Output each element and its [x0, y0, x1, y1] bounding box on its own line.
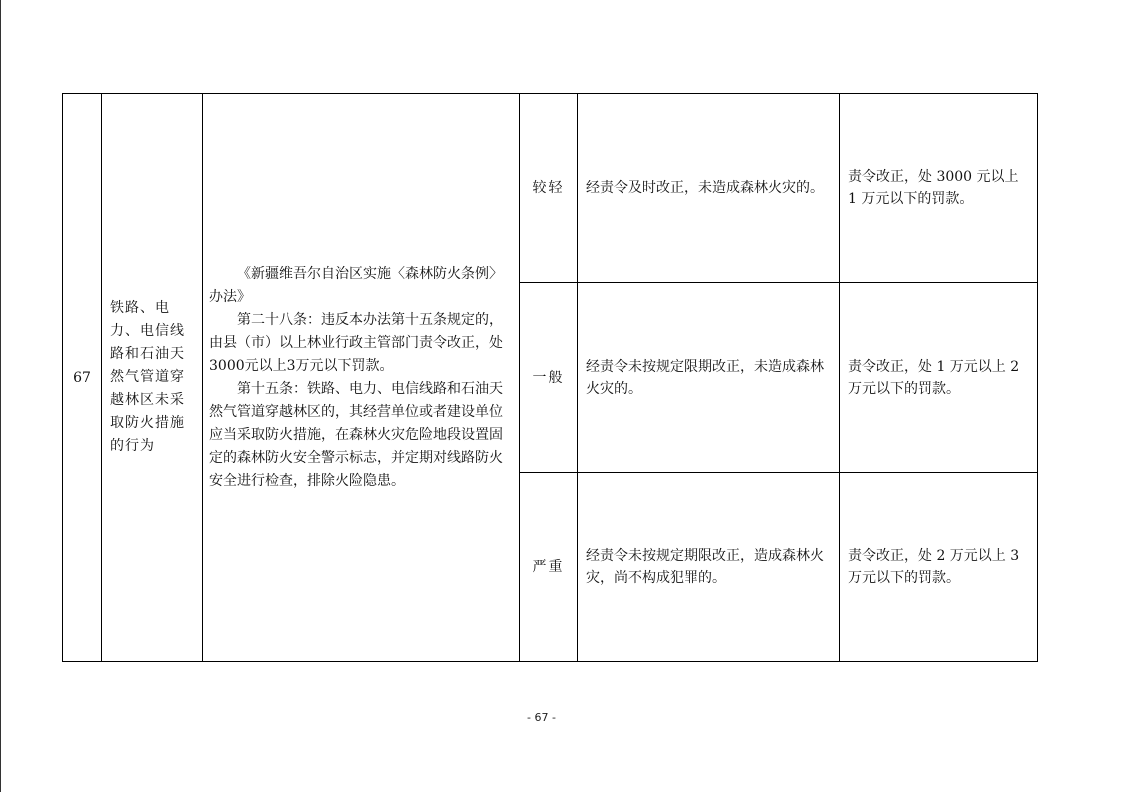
item-number-cell: 67 — [63, 94, 102, 662]
penalty-standards-table — [62, 93, 1038, 662]
penalty-standard-cell: 责令改正，处 1 万元以上 2 万元以下的罚款。 — [840, 283, 1038, 473]
severity-level-cell: 较轻 — [520, 94, 578, 283]
article-28-text: 第二十八条：违反本办法第十五条规定的，由县（市）以上林业行政主管部门责令改正，处3000元以上3万元以下罚款。 — [209, 311, 503, 374]
circumstance-cell: 经责令及时改正，未造成森林火灾的。 — [578, 94, 840, 283]
page-number: - 67 - — [527, 711, 556, 724]
circumstance-cell: 经责令未按规定限期改正，未造成森林火灾的。 — [578, 283, 840, 473]
violation-act-cell: 铁路、电力、电信线路和石油天然气管道穿越林区未采取防火措施的行为 — [102, 94, 203, 662]
table-row — [63, 94, 1038, 283]
circumstance-cell: 经责令未按规定期限改正，造成森林火灾，尚不构成犯罪的。 — [578, 473, 840, 662]
legal-basis-cell — [203, 94, 520, 662]
severity-level-cell: 严重 — [520, 473, 578, 662]
penalty-standard-cell: 责令改正，处 3000 元以上 1 万元以下的罚款。 — [840, 94, 1038, 283]
severity-level-cell: 一般 — [520, 283, 578, 473]
regulation-title: 《新疆维吾尔自治区实施〈森林防火条例〉办法》 — [209, 265, 503, 305]
article-15-text: 第十五条：铁路、电力、电信线路和石油天然气管道穿越林区的，其经营单位或者建设单位应当采取防火措施，在森林火灾危险地段设置固定的森林防火安全警示标志，并定期对线路防火安全进行检查，排除火险隐患。 — [209, 380, 503, 489]
page-border — [0, 0, 1, 792]
penalty-standard-cell: 责令改正，处 2 万元以上 3 万元以下的罚款。 — [840, 473, 1038, 662]
